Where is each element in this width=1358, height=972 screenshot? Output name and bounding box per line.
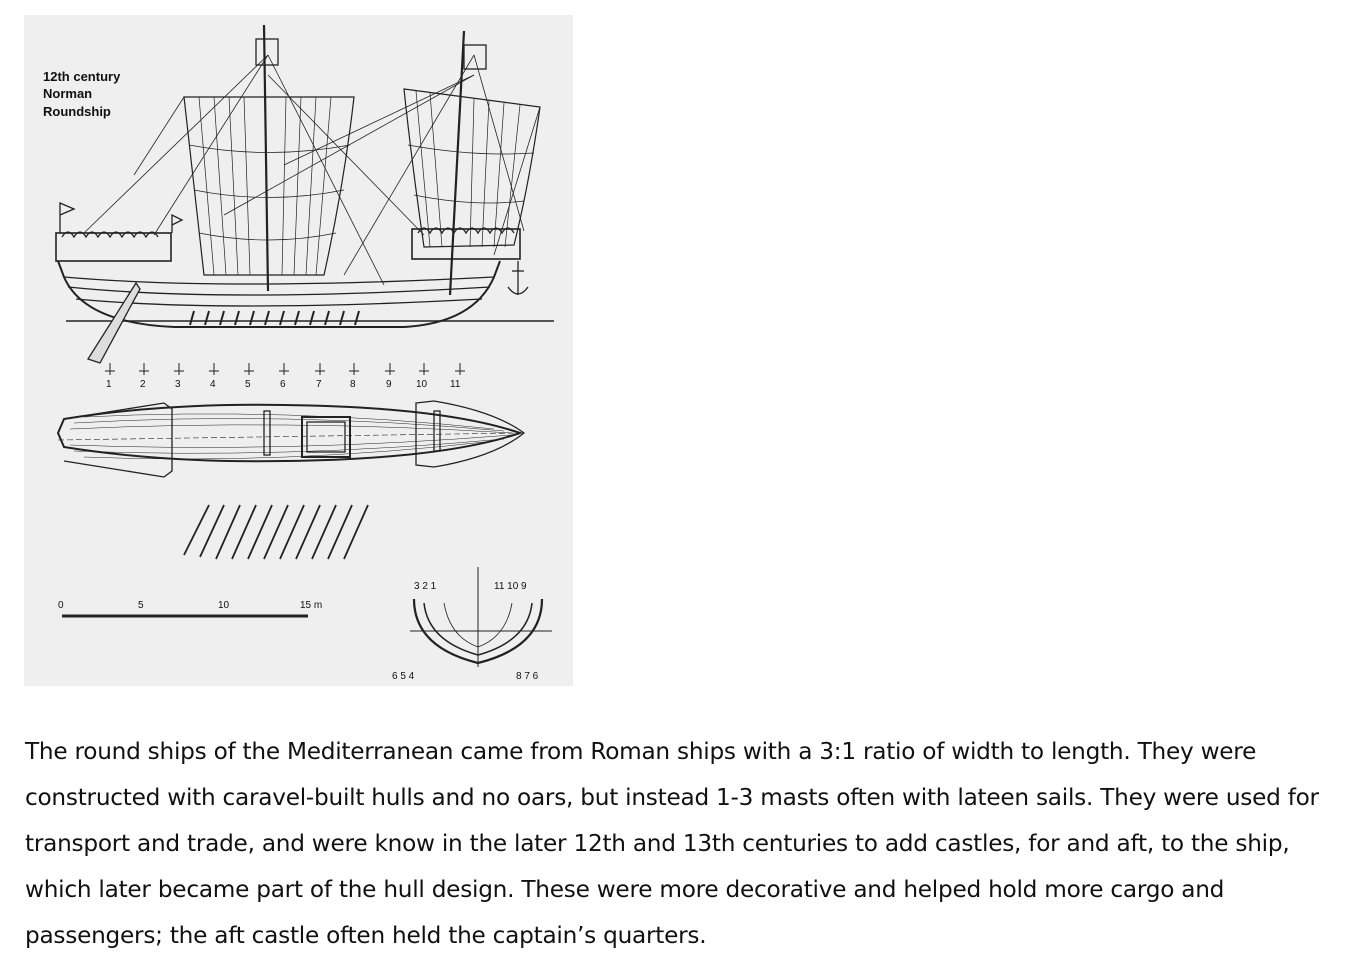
station-number: 11	[450, 379, 461, 390]
station-markers	[105, 363, 465, 375]
station-number: 3	[175, 379, 181, 390]
section-numbers: 8 7 6	[516, 671, 539, 682]
body-paragraph: The round ships of the Mediterranean came from Roman ships with a 3:1 ratio of width to length. They were constructed with caravel-built hulls and no oars, but instead 1-3 masts often with lateen sails. They were used for transport and trade, and were know in the later 12th and 13th centuries to add castles, for and aft, to the ship, which later became part of the hull design. These were more decorative and helped hold more cargo and passengers; the aft castle often held the captain’s quarters.	[25, 738, 1319, 949]
section-numbers: 3 2 1	[414, 581, 437, 592]
figure-label-line-3: Roundship	[43, 104, 111, 119]
station-number: 1	[106, 379, 112, 390]
station-number: 10	[416, 379, 428, 390]
section-numbers: 6 5 4	[392, 671, 415, 682]
section-numbers: 11 10 9	[494, 581, 527, 592]
figure-label-line-2: Norman	[43, 86, 93, 101]
scale-label: 0	[58, 600, 64, 611]
scale-label: 5	[138, 600, 144, 611]
ship-side-elevation	[56, 25, 554, 363]
station-number: 6	[280, 379, 286, 390]
station-number: 5	[245, 379, 251, 390]
station-number: 4	[210, 379, 216, 390]
station-number: 2	[140, 379, 146, 390]
scale-label: 15 m	[300, 600, 323, 611]
ship-plan-view	[58, 401, 524, 559]
station-number: 8	[350, 379, 356, 390]
ship-diagram-figure	[24, 15, 573, 686]
scale-label: 10	[218, 600, 230, 611]
figure-label-line-1: 12th century	[43, 69, 121, 84]
station-number: 9	[386, 379, 392, 390]
scale-bar	[58, 600, 322, 616]
station-number: 7	[316, 379, 322, 390]
roundship-drawing	[24, 15, 573, 686]
station-numbers	[106, 379, 461, 390]
